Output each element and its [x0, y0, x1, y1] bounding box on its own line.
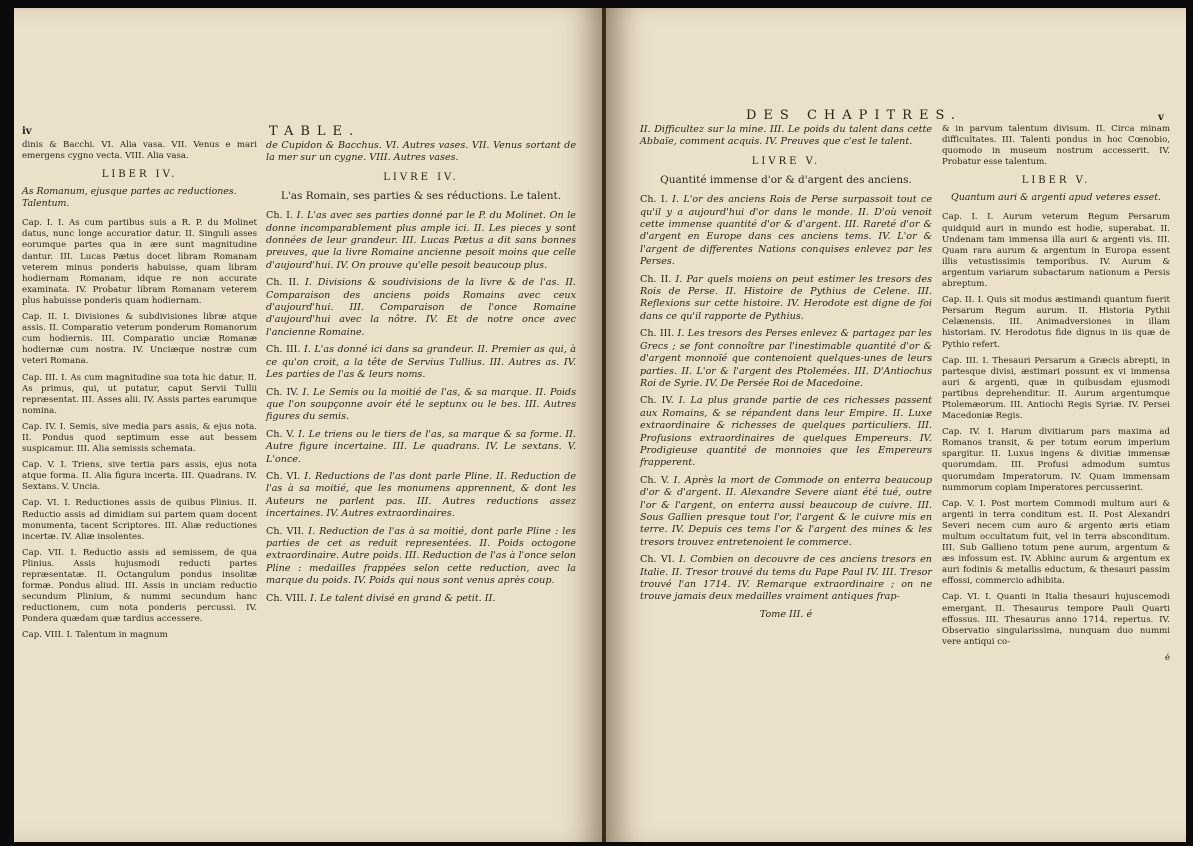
signature-mark: é: [1164, 652, 1170, 663]
latin-chapter-entry: Cap. II. I. Quis sit modus æstimandi quantum fuerit Persarum Regum aurum. II. Historia Pythii Celænensis. III. Animadversiones in illam historiam. IV. Herodotus fide dignus in iis quæ de Pythio refert.: [942, 295, 1170, 350]
latin-chapter-entry: Cap. III. I. As cum magnitudine sua tota hic datur. II. As primus, qui, ut putatur, caput Servii Tullii repræsentat. III. Asses alii. IV. Assis partes earumque nomina.: [22, 372, 257, 416]
chapter-summary: I. Reduction de l'as à sa moitié, dont parle Pline : les parties de cet as reduit representées. II. Poids octogone extraordinaire. Autre poids. III. Reduction de l'as à l'once selon Pline : medailles frappées selon cette reduction, avec la marque du poids. IV. Poids qui nous sont venus après coup.: [266, 525, 576, 587]
right-latin-column: [942, 124, 1170, 836]
left-latin-column: [22, 140, 257, 840]
chapter-summary: I. L'as avec ses parties donné par le P. du Molinet. On le donne incomparablement plus ample ici. II. Les pieces y sont données de leur grandeur. III. Lucas Pætus a dit sans bonnes preuves, que la livre Romaine ancienne pesoit moins que celle d'aujourd'hui. IV. On prouve qu'elle pesoit beaucoup plus.: [266, 210, 576, 271]
latin-chapter-entry: Cap. I. I. As cum partibus suis a R. P. du Molinet datus, nunc longe accuratior datur. II. Singuli asses eorumque partes qua in ære sunt magnitudine dantur. III. Lucas Pætus docet libram Romanam veterem minus ponderis habuisse, quam libram hodiernam Romanam, idque re non accurate examinata. IV. Probatur libram Romanam veterem plus habuisse ponderis quam hodiernam.: [22, 218, 257, 306]
french-book-title: L'as Romain, ses parties & ses réductions. Le talent.: [280, 190, 562, 203]
french-chapter-entry: [640, 274, 932, 324]
open-book: [14, 8, 1186, 842]
latin-chapter-entry: Cap. V. I. Post mortem Commodi multum auri & argenti in terra conditum est. II. Post Alexandri Severi necem cum auro & argento æris etiam multum occultatum fuit, vel in terra absconditum. III. Sub Gallieno totum pene aurum, argentum & æs infossum est. IV. Abhinc aurum & argentum ex auri fodinis & metallis eductum, & thesauri passim effossi, commercio adhibita.: [942, 498, 1170, 587]
french-book-title: Quantité immense d'or & d'argent des anciens.: [660, 174, 912, 187]
chapter-number: Ch. III.: [640, 328, 675, 340]
french-chapter-entry: [266, 387, 576, 424]
chapter-summary: I. Reductions de l'as dont parle Pline. II. Reduction de l'as à sa moitié, que les monumens apprennent, & dont les Auteurs ne parlent pas. III. Autres reductions assez incertaines. IV. Autres extraordinaires.: [266, 470, 576, 520]
latin-chapter-entry: Cap. VI. I. Reductiones assis de quibus Plinius. II. Reductio assis ad dimidiam sui partem quam docent monumenta, tacent Scriptores. III. Aliæ reductiones incertæ. IV. Aliæ insolentes.: [22, 498, 257, 542]
chapter-summary: I. Le talent divisé en grand & petit. II.: [310, 592, 496, 604]
chapter-summary: I. Après la mort de Commode on enterra beaucoup d'or & d'argent. II. Alexandre Severe aiant été tué, outre l'or & l'argent, on enterra aussi beaucoup de cuivre. III. Sous Gallien presque tout l'or, l'argent & le cuivre mis en terre. IV. Depuis ces tems l'or & l'argent des mines & les tresors trouvez entretenoient le commerce.: [640, 474, 932, 548]
chapter-number: Ch. I.: [640, 194, 668, 206]
latin-chapter-entry: Cap. IV. I. Semis, sive media pars assis, & ejus nota. II. Pondus quod septimum esse aut bessem suspicamur. III. Alia semissis schemata.: [22, 421, 257, 455]
latin-book-title: As Romanum, ejusque partes ac reductiones. Talentum.: [22, 186, 237, 210]
french-chapter-entry: [266, 210, 576, 272]
french-continuation: II. Difficultez sur la mine. III. Le poids du talent dans cette Abbaïe, comment acquis. IV. Preuves que c'est le talent.: [640, 124, 932, 148]
chapter-number: Ch. III.: [266, 344, 301, 356]
chapter-summary: I. Combien on decouvre de ces anciens tresors en Italie. II. Tresor trouvé du tems du Pape Paul IV. III. Tresor trouvé l'an 1714. IV. Remarque extraordinaire ; on ne trouve jamais deux medailles vraiment antiques frap-: [640, 554, 932, 603]
latin-chapter-entry: Cap. V. I. Triens, sive tertia pars assis, ejus nota atque forma. II. Alia figura incerta. III. Quadrans. IV. Sextans. V. Uncia.: [22, 460, 257, 493]
latin-chapter-entry: Cap. IV. I. Harum divitiarum pars maxima ad Romanos transit, & per totum eorum imperium spargitur. II. Luxus ingens & divitiæ immensæ quorumdam. III. Profusi admodum sumtus quorumdam Imperatorum. IV. Quam immensam nummorum copiam Imperatores percusserint.: [942, 427, 1170, 493]
chapter-summary: I. Les tresors des Perses enlevez & partagez par les Grecs ; se font connoître par l'inestimable quantité d'or & d'argent monnoïé que contenoient quelques-unes de leurs parties. II. L'or & l'argent des Ptolemées. III. D'Antiochus Roi de Syrie. IV. De Persée Roi de Macedoine.: [640, 328, 932, 389]
latin-chapter-entry: Cap. II. I. Divisiones & subdivisiones libræ atque assis. II. Comparatio veterum ponderum Romanorum cum hodiernis. III. Comparatio unciæ Romanæ hodiernæ cum nostra. IV. Unciæque nostræ cum veteri Romana.: [22, 312, 257, 367]
french-continuation: de Cupidon & Bacchus. VI. Autres vases. VII. Venus sortant de la mer sur un cygne. VIII. Autres vases.: [266, 140, 576, 164]
chapter-summary: I. La plus grande partie de ces richesses passent aux Romains, & se répandent dans leur Empire. II. Luxe extraordinaire & richesses de quelques particuliers. III. Profusions extraordinaires de quelques Empereurs. IV. Prodigieuse quantité de monnoies que les Empereurs frapperent.: [640, 395, 932, 469]
latin-book-title: Quantum auri & argenti apud veteres esset.: [951, 192, 1161, 204]
tome-label: Tome III. é: [759, 608, 813, 620]
chapter-number: Ch. II.: [266, 277, 300, 289]
french-chapter-entry: [640, 554, 932, 604]
left-running-head: TABLE.: [269, 124, 361, 139]
left-french-column: [266, 140, 576, 840]
right-page-number: v: [1158, 112, 1164, 123]
chapter-number: Ch. IV.: [266, 386, 299, 398]
latin-continuation: & in parvum talentum divisum. II. Circa minam difficultates. III. Talenti pondus in hoc Cœnobio, quomodo in museum nostrum accesserit. IV. Probatur esse talentum.: [942, 124, 1170, 168]
latin-continuation: dinis & Bacchi. VI. Alia vasa. VII. Venus e mari emergens cygno vecta. VIII. Alia vasa.: [22, 140, 257, 162]
latin-chapter-entry: Cap. VIII. I. Talentum in magnum: [22, 630, 168, 641]
chapter-summary: I. L'as donné ici dans sa grandeur. II. Premier as qui, à ce qu'on croit, a la tête de Servius Tullius. III. Autres as. IV. Les parties de l'as & leurs noms.: [266, 344, 576, 381]
chapter-number: Ch. VI.: [640, 554, 675, 566]
latin-book-heading: LIBER V.: [1021, 175, 1091, 187]
french-chapter-entry: [640, 395, 932, 469]
chapter-number: Ch. I.: [266, 210, 293, 222]
chapter-number: Ch. IV.: [640, 395, 674, 407]
latin-chapter-entry: Cap. III. I. Thesauri Persarum a Græcis abrepti, in partesque divisi, æstimari possunt ex vi immensa auri & argenti, quæ in quibusdam ejusmodi partibus deprehenditur. II. Aurum argentumque Ptolemæorum. III. Antiochi Regis Syriæ. IV. Persei Macedoniæ Regis.: [942, 355, 1170, 422]
chapter-summary: I. Par quels moiens on peut estimer les tresors des Rois de Perse. II. Histoire de Pythius de Celene. III. Reflexions sur cette histoire. IV. Herodote est digne de foi dans ce qu'il rapporte de Pythius.: [640, 273, 932, 322]
right-running-head: DES CHAPITRES.: [746, 108, 963, 123]
left-page: [14, 8, 604, 842]
french-book-heading: LIVRE V.: [751, 155, 821, 167]
latin-book-heading: LIBER IV.: [101, 169, 178, 181]
latin-chapter-entry: Cap. I. I. Aurum veterum Regum Persarum quidquid auri in mundo est hodie, superabat. II. Undenam tam immensa illa auri & argenti vis. III. Quam rara aurum & argentum in Europa essent illis vetustissimis temporibus. IV. Aurum & argentum variarum subactarum nationum a Persis abreptum.: [942, 212, 1170, 290]
chapter-number: Ch. II.: [640, 273, 672, 285]
right-french-column: [640, 124, 932, 836]
chapter-number: Ch. V.: [266, 428, 295, 440]
french-chapter-entry: [266, 471, 576, 521]
chapter-summary: I. Le Semis ou la moitié de l'as, & sa marque. II. Poids que l'on soupçonne avoir été le septunx ou le bes. III. Autres figures du semis.: [266, 386, 576, 423]
left-page-number: iv: [22, 126, 32, 137]
chapter-number: Ch. VII.: [266, 525, 305, 537]
french-chapter-entry: [640, 194, 932, 268]
right-page: [606, 8, 1186, 842]
latin-chapter-entry: Cap. VI. I. Quanti in Italia thesauri hujuscemodi emergant. II. Thesaurus tempore Pauli Quarti effossus. III. Thesaurus anno 1714. repertus. IV. Observatio singularissima, nunquam duo nummi vere antiqui co-: [942, 592, 1170, 647]
chapter-number: Ch. VIII.: [266, 592, 307, 604]
chapter-summary: I. Le triens ou le tiers de l'as, sa marque & sa forme. II. Autre figure incertaine. III. Le quadrans. IV. Le sextans. V. L'once.: [266, 428, 576, 465]
french-chapter-entry: [266, 593, 576, 605]
latin-chapter-entry: Cap. VII. I. Reductio assis ad semissem, de qua Plinius. Assis hujusmodi reducti partes repræsentatæ. II. Octangulum pondus insolitæ formæ. Pondus aliud. III. Assis in unciam reductio secundum Plinium, & nummi secundum hanc reductionem, cum nota ponderis percussi. IV. Pondera quædam quæ tardius accessere.: [22, 547, 257, 625]
french-chapter-entry: [266, 277, 576, 339]
french-chapter-entry: [640, 475, 932, 549]
chapter-number: Ch. V.: [640, 474, 670, 486]
chapter-summary: I. L'or des anciens Rois de Perse surpassoit tout ce qu'il y a aujourd'hui d'or dans le monde. II. D'où venoit cette immense quantité d'or & d'argent. III. Rareté d'or & d'argent en Europe dans ces anciens tems. IV. L'or & l'argent de differentes Nations conquises enlevez par les Perses.: [640, 194, 932, 268]
french-book-heading: LIVRE IV.: [383, 171, 459, 183]
french-chapter-entry: [266, 344, 576, 381]
french-chapter-entry: [266, 429, 576, 466]
french-chapter-entry: [266, 526, 576, 588]
french-chapter-entry: [640, 328, 932, 390]
chapter-summary: I. Divisions & soudivisions de la livre & de l'as. II. Comparaison des anciens poids Romains avec ceux d'aujourd'hui. III. Comparaison de l'once Romaine d'aujourd'hui avec la nôtre. IV. Et de notre once avec l'ancienne Romaine.: [266, 277, 576, 338]
chapter-number: Ch. VI.: [266, 470, 301, 482]
page-footer-signature: [640, 609, 932, 621]
